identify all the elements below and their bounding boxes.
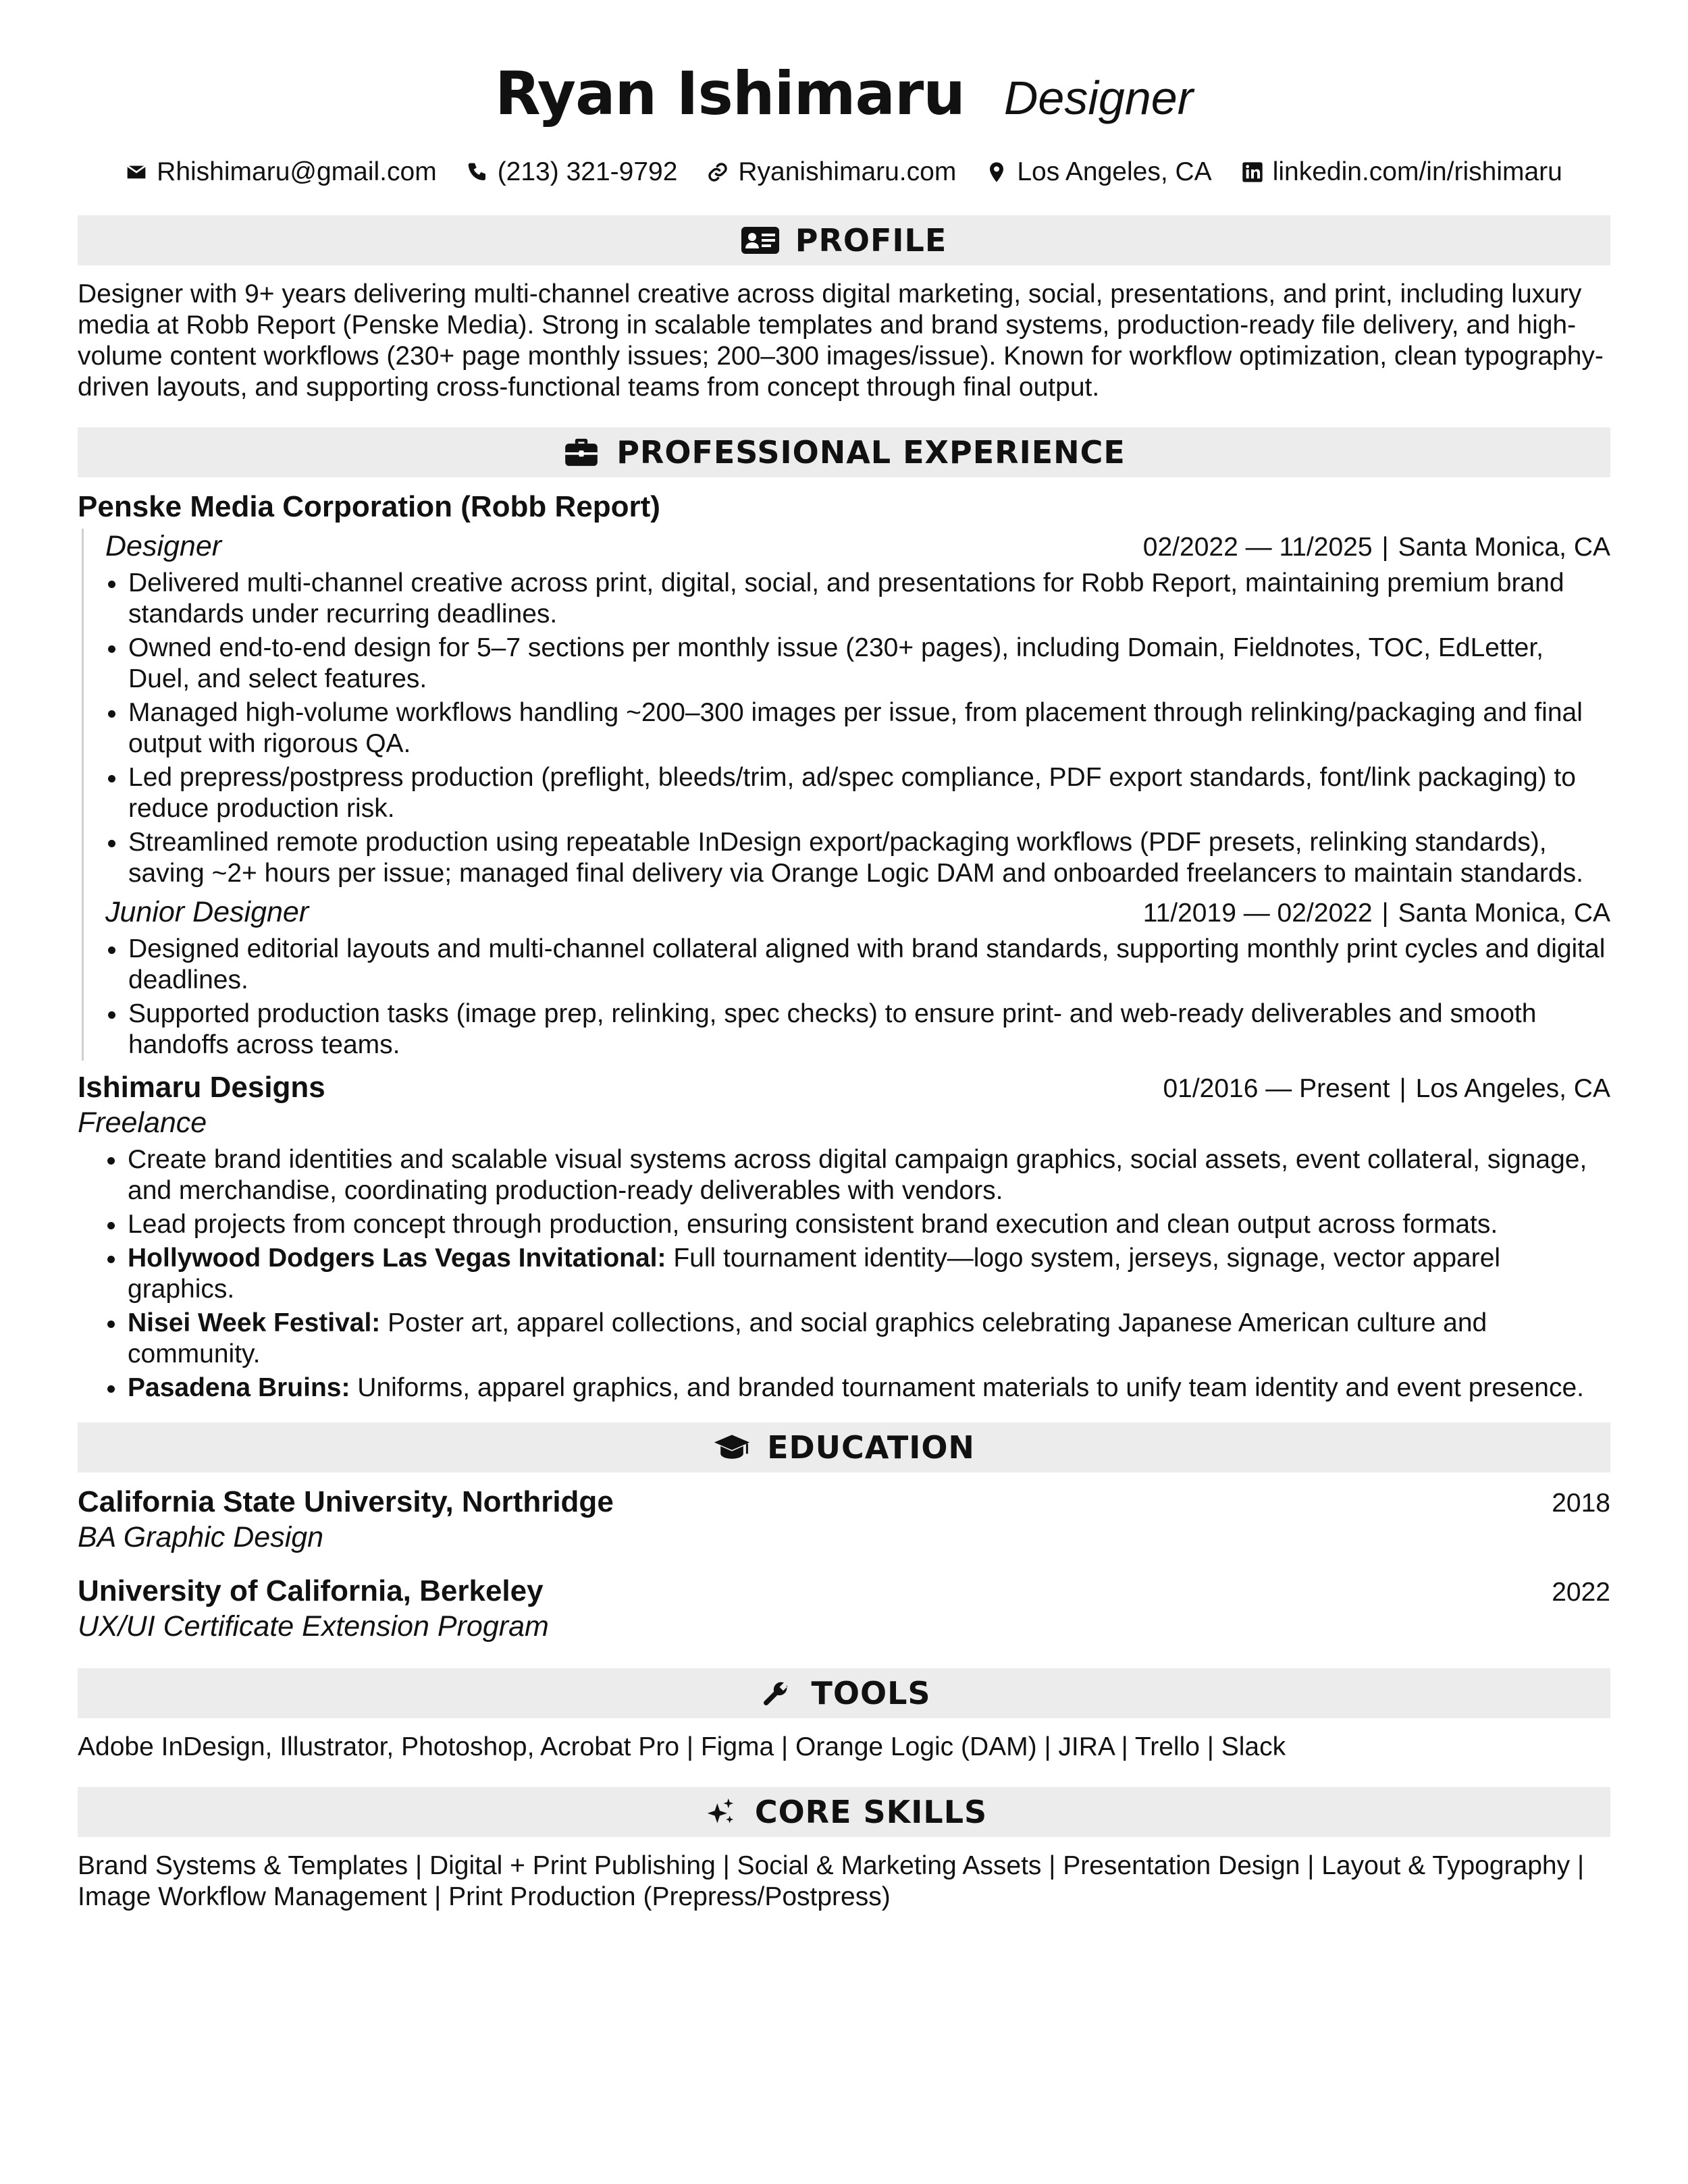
section-title-skills: CORE SKILLS: [754, 1794, 988, 1830]
graduation-year: 2018: [1552, 1489, 1610, 1518]
contact-linkedin[interactable]: [1242, 157, 1562, 187]
school-name: California State University, Northridge: [78, 1485, 614, 1518]
list-item: Delivered multi-channel creative across print, digital, social, and presentations for Robb Report, maintaining premium brand standards under recurring deadlines.: [105, 568, 1610, 630]
section-title-tools: TOOLS: [811, 1675, 931, 1711]
list-item: Designed editorial layouts and multi-channel collateral aligned with brand standards, supporting monthly print cycles and digital deadlines.: [105, 934, 1610, 996]
section-header-profile: [78, 215, 1610, 265]
freelance-bullets: [105, 1144, 1610, 1404]
sparkles-icon: [701, 1797, 739, 1827]
list-item: Lead projects from concept through production, ensuring consistent brand execution and clean output across formats.: [105, 1209, 1610, 1240]
list-item: Streamlined remote production using repeatable InDesign export/packaging workflows (PDF presets, relinking standards), saving ~2+ hours per issue; managed final delivery via Orange Logic DAM and onboarded freelancers to maintain standards.: [105, 827, 1610, 889]
freelance-dates: 01/2016 — Present: [1163, 1074, 1390, 1103]
school-name: University of California, Berkeley: [78, 1574, 544, 1607]
profile-summary: Designer with 9+ years delivering multi-channel creative across digital marketing, social, presentations, and print, including luxury media at Robb Report (Penske Media). Strong in scalable templates and brand systems, production-ready file delivery, and high-volume content workflows (230+ page monthly issues; 200–300 images/issue). Known for workflow optimization, clean typography-driven layouts, and supporting cross-functional teams from concept through final output.: [78, 279, 1604, 402]
skills-list: Brand Systems & Templates | Digital + Print Publishing | Social & Marketing Assets | Presentation Design | Layout & Typography | Image Workflow Management | Print Production (Prepress/Postpress): [78, 1851, 1585, 1911]
contact-phone[interactable]: [467, 157, 678, 187]
list-item: Led prepress/postpress production (preflight, bleeds/trim, ad/spec compliance, PDF export standards, font/link packaging) to reduce production risk.: [105, 762, 1610, 824]
degree-name: UX/UI Certificate Extension Program: [78, 1610, 549, 1643]
contact-email[interactable]: [126, 157, 437, 187]
section-title-experience: PROFESSIONAL EXPERIENCE: [616, 434, 1126, 471]
list-item: Create brand identities and scalable visual systems across digital campaign graphics, social assets, event collateral, signage, and merchandise, coordinating production-ready deliverables with vendors.: [105, 1144, 1610, 1206]
phone-icon: [467, 161, 488, 183]
role-meta-junior-designer: 11/2019 — 02/2022 | Santa Monica, CA: [1142, 899, 1610, 928]
company-name-ishimaru: Ishimaru Designs: [78, 1071, 325, 1104]
contact-location-text: Los Angeles, CA: [1017, 157, 1212, 186]
contact-bar: [78, 157, 1610, 187]
degree-name: BA Graphic Design: [78, 1521, 324, 1553]
list-item: Hollywood Dodgers Las Vegas Invitational: Full tournament identity—logo system, jerseys, signage, vector apparel graphics.: [105, 1243, 1610, 1305]
name-line: [78, 59, 1610, 140]
link-icon: [707, 161, 729, 183]
role-title-junior-designer: Junior Designer: [105, 896, 309, 928]
contact-website[interactable]: [707, 157, 956, 187]
section-header-skills: [78, 1787, 1610, 1837]
contact-email-text: Rhishimaru@gmail.com: [157, 157, 437, 186]
freelance-location: Los Angeles, CA: [1415, 1074, 1610, 1103]
tools-list: Adobe InDesign, Illustrator, Photoshop, Acrobat Pro | Figma | Orange Logic (DAM) | JIRA | Trello | Slack: [78, 1732, 1286, 1761]
briefcase-icon: [562, 437, 600, 467]
candidate-title: Designer: [1003, 72, 1194, 124]
list-item: Managed high-volume workflows handling ~200–300 images per issue, from placement through relinking/packaging and final output with rigorous QA.: [105, 697, 1610, 760]
role-meta-designer: 02/2022 — 11/2025 | Santa Monica, CA: [1142, 533, 1610, 562]
company-row-ishimaru: [78, 1070, 1610, 1105]
role-location: Santa Monica, CA: [1398, 533, 1610, 562]
map-pin-icon: [986, 161, 1007, 183]
contact-linkedin-text: linkedin.com/in/rishimaru: [1272, 157, 1562, 186]
education-row-csun: [78, 1485, 1610, 1520]
penske-roles: [82, 529, 1610, 1061]
envelope-icon: [126, 161, 147, 183]
section-header-tools: [78, 1668, 1610, 1718]
section-header-experience: [78, 427, 1610, 477]
role-row-junior-designer: [105, 895, 1610, 930]
junior-designer-bullets: [105, 934, 1610, 1061]
contact-phone-text: (213) 321-9792: [497, 157, 678, 186]
freelance-title: Freelance: [78, 1107, 207, 1139]
resume-page: [78, 59, 1610, 1913]
candidate-name: Ryan Ishimaru: [494, 59, 965, 128]
designer-bullets: [105, 568, 1610, 889]
section-title-profile: PROFILE: [795, 222, 947, 259]
company-name-penske: Penske Media Corporation (Robb Report): [78, 490, 660, 523]
graduation-cap-icon: [713, 1433, 751, 1462]
education-row-berkeley: [78, 1574, 1610, 1609]
section-header-education: [78, 1422, 1610, 1472]
section-title-education: EDUCATION: [767, 1429, 975, 1466]
list-item: Owned end-to-end design for 5–7 sections per monthly issue (230+ pages), including Domain, Fieldnotes, TOC, EdLetter, Duel, and select features.: [105, 633, 1610, 695]
list-item: Pasadena Bruins: Uniforms, apparel graphics, and branded tournament materials to unify team identity and event presence.: [105, 1373, 1610, 1404]
id-card-icon: [741, 225, 779, 255]
list-item: Nisei Week Festival: Poster art, apparel collections, and social graphics celebrating Japanese American culture and community.: [105, 1308, 1610, 1370]
role-location: Santa Monica, CA: [1398, 899, 1610, 928]
linkedin-icon: [1242, 161, 1263, 183]
contact-website-text: Ryanishimaru.com: [738, 157, 957, 186]
list-item: Supported production tasks (image prep, relinking, spec checks) to ensure print- and web-ready deliverables and smooth handoffs across teams.: [105, 998, 1610, 1061]
contact-location: [986, 157, 1211, 187]
role-title-designer: Designer: [105, 530, 222, 562]
role-dates: 11/2019 — 02/2022: [1142, 899, 1373, 928]
role-dates: 02/2022 — 11/2025: [1142, 533, 1373, 562]
freelance-meta: 01/2016 — Present | Los Angeles, CA: [1163, 1074, 1610, 1103]
role-row-designer: [105, 529, 1610, 564]
resume-header: [78, 59, 1610, 187]
wrench-icon: [757, 1678, 795, 1708]
graduation-year: 2022: [1552, 1578, 1610, 1607]
